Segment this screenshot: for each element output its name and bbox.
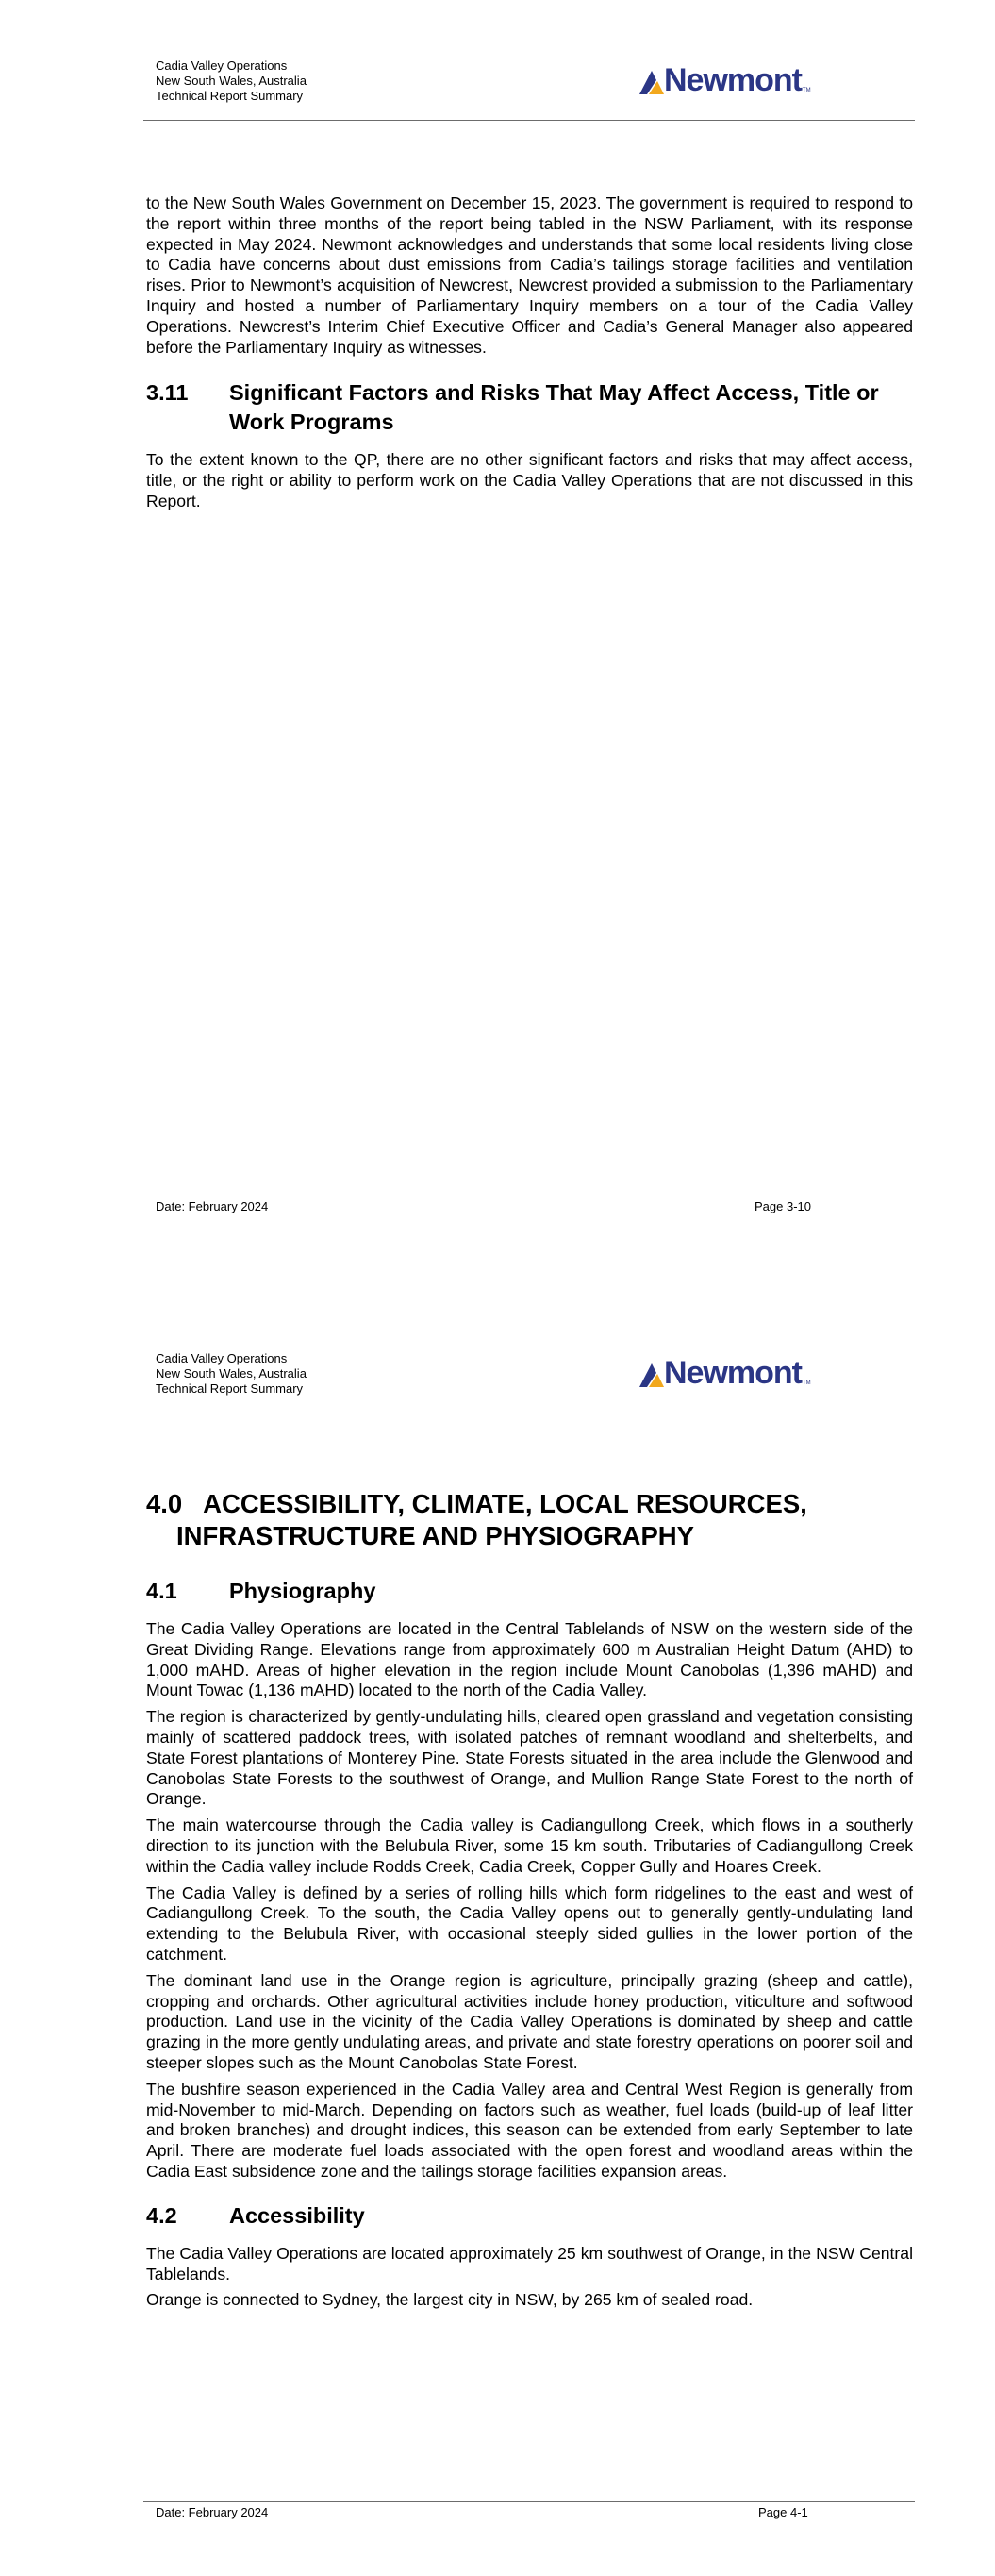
section-number: 3.11 — [146, 380, 189, 406]
chapter-title-line-1: 4.0 ACCESSIBILITY, CLIMATE, LOCAL RESOURCES, — [146, 1489, 807, 1518]
logo-trademark: TM — [803, 1380, 811, 1386]
footer-page-number: Page 3-10 — [755, 1199, 811, 1213]
intro-paragraph: to the New South Wales Government on December 15, 2023. The government is required to respond to the report within three months of the report being tabled in the NSW Parliament, with its response expected in May 2024. Newmont acknowledges and understands that some local residents living close to Cadia have concerns about dust emissions from Cadia’s tailings storage facilities and ventilation rises. Prior to Newmont’s acquisition of Newcrest, Newcrest provided a submission to the Parliamentary Inquiry and hosted a number of Parliamentary Inquiry members on a tour of the Cadia Valley Operations. Newcrest’s Interim Chief Executive Officer and Cadia’s General Manager also appeared before the Parliamentary Inquiry as witnesses. — [146, 193, 913, 357]
section-title: Physiography — [229, 1579, 376, 1603]
footer-divider — [143, 2501, 915, 2502]
report-page-3-10 — [0, 0, 995, 1283]
header-line-3: Technical Report Summary — [156, 89, 304, 103]
physiography-paragraph: The bushfire season experienced in the Cadia Valley area and Central West Region is generally from mid-November to mid-March. Depending on factors such as weather, fuel loads (build-up of leaf litter and broken branches) and drought indices, this season can be extended from early September to late April. There are moderate fuel loads associated with the open forest and woodland areas within the Cadia East subsidence zone and the tailings storage facilities expansion areas. — [146, 2079, 913, 2181]
section-number: 4.2 — [146, 2202, 177, 2228]
newmont-logo — [638, 64, 811, 96]
physiography-paragraph: The region is characterized by gently-undulating hills, cleared open grassland and vegetation consisting mainly of scattered paddock trees, with isolated patches of remnant woodland and shelterbelts, and State Forest plantations of Monterey Pine. State Forests situated in the area include the Glenwood and Canobolas State Forests to the southwest of Orange, and Mullion Range State Forest to the north of Orange. — [146, 1707, 913, 1809]
footer-page-number: Page 4-1 — [758, 2505, 808, 2519]
chapter-title — [146, 1488, 913, 1552]
physiography-paragraph: The Cadia Valley Operations are located in the Central Tablelands of NSW on the western side of the Great Dividing Range. Elevations range from approximately 600 m Australian Height Datum (AHD) to 1,000 mAHD. Areas of higher elevation in the region include Mount Canobolas (1,396 mAHD) and Mount Towac (1,136 mAHD) located to the north of the Cadia Valley. — [146, 1619, 913, 1700]
page-body — [146, 193, 913, 512]
header-line-1: Cadia Valley Operations — [156, 59, 288, 73]
newmont-mark-icon — [638, 1361, 666, 1389]
section-title: Accessibility — [229, 2202, 365, 2228]
header-line-2: New South Wales, Australia — [156, 74, 307, 88]
physiography-paragraph: The dominant land use in the Orange region is agriculture, principally grazing (sheep and cattle), cropping and orchards. Other agricultural activities include honey production, viticulture and softwood production. Land use in the vicinity of the Cadia Valley Operations is dominated by sheep and cattle grazing in the more gently undulating areas, and private and state forestry operations on poorer soil and steeper slopes such as the Mount Canobolas State Forest. — [146, 1970, 913, 2072]
physiography-paragraph: The main watercourse through the Cadia valley is Cadiangullong Creek, which flows in a southerly direction to its junction with the Belubula River, some 15 km south. Tributaries of Cadiangullong Creek within the Cadia valley include Rodds Creek, Cadia Creek, Copper Gully and Hoares Creek. — [146, 1815, 913, 1876]
physiography-paragraph: The Cadia Valley is defined by a series of rolling hills which form ridgelines to the east and west of Cadiangullong Creek. To the south, the Cadia Valley opens out to generally gently-undulating land extending to the Belubula River, with occasional steeply sided gullies in the lower portion of the catchment. — [146, 1882, 913, 1964]
logo-wordmark: Newmont — [664, 1355, 802, 1391]
report-page-4-1 — [0, 1293, 995, 2576]
header-line-3: Technical Report Summary — [156, 1381, 304, 1396]
section-title: Significant Factors and Risks That May Affect Access, Title or Work Programs — [229, 380, 879, 435]
header-divider — [143, 120, 915, 121]
newmont-mark-icon — [638, 68, 666, 96]
header-line-2: New South Wales, Australia — [156, 1366, 307, 1380]
page-header-text — [156, 1351, 307, 1397]
footer-date: Date: February 2024 — [156, 1199, 269, 1213]
page-header-text — [156, 59, 307, 104]
logo-wordmark: Newmont — [664, 62, 802, 98]
accessibility-paragraph: Orange is connected to Sydney, the largest city in NSW, by 265 km of sealed road. — [146, 2290, 754, 2310]
section-paragraph: To the extent known to the QP, there are no other significant factors and risks that may affect access, title, or the right or ability to perform work on the Cadia Valley Operations that are not discussed in this Report. — [146, 450, 913, 510]
chapter-title-line-2: INFRASTRUCTURE AND PHYSIOGRAPHY — [176, 1521, 695, 1550]
logo-trademark: TM — [803, 88, 811, 93]
section-heading-3-11 — [146, 378, 913, 437]
page-body — [146, 1488, 913, 2311]
section-heading-4-1 — [146, 1577, 913, 1606]
newmont-logo — [638, 1357, 811, 1389]
accessibility-paragraph: The Cadia Valley Operations are located approximately 25 km southwest of Orange, in the NSW Central Tablelands. — [146, 2243, 913, 2283]
section-heading-4-2 — [146, 2201, 913, 2231]
footer-date: Date: February 2024 — [156, 2505, 269, 2519]
header-line-1: Cadia Valley Operations — [156, 1351, 288, 1365]
section-number: 4.1 — [146, 1579, 177, 1603]
